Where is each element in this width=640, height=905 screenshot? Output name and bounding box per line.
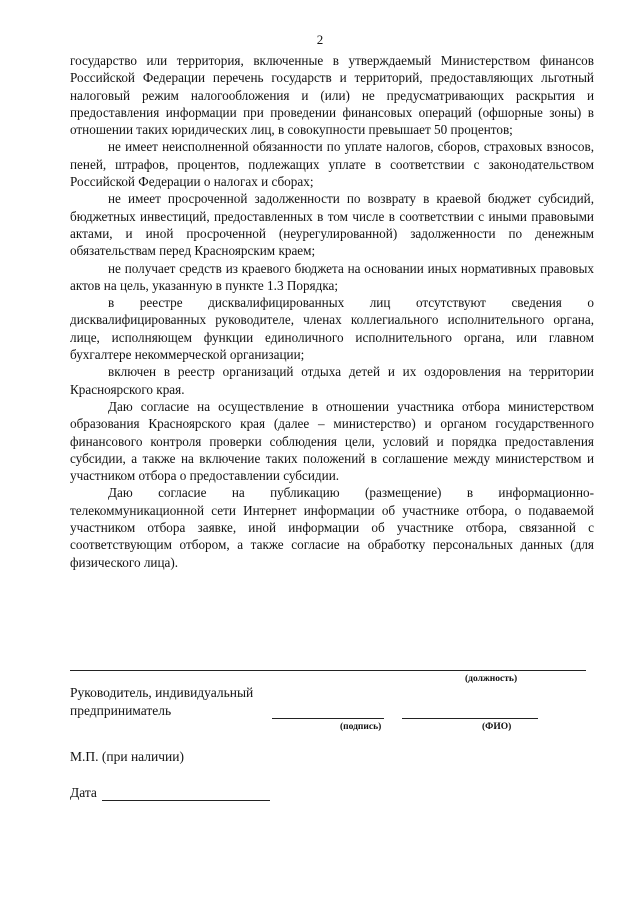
paragraph: не получает средств из краевого бюджета на основании иных нормативных правовых актов на цель, указанную в пункте 1.3 Порядка; [70,260,594,293]
paragraph: в реестре дисквалифицированных лиц отсутствуют сведения о дисквалифицированных руководителе, членах коллегиального исполнительного органа, лице, исполняющем функции единоличного исполнительного органа, или главном бухгалтере некоммерческой организации; [70,295,594,363]
position-caption: (должность) [465,674,518,684]
name-line [402,718,538,719]
signature-caption: (подпись) [340,722,382,732]
name-caption: (ФИО) [482,722,512,732]
paragraph: государство или территория, включенные в утверждаемый Министерством финансов Российской Федерации перечень государств и территорий, предоставляющих льготный налоговый режим налогообложения и (или) не предусматривающих раскрытия и предоставления информации при проведении финансовых операций (офшорные зоны) в отношении таких юридических лиц, в совокупности превышает 50 процентов; [70,53,594,138]
document-body [70,52,594,571]
head-label-line2: предприниматель [70,703,172,718]
stamp-label: М.П. (при наличии) [70,749,184,764]
paragraph: Даю согласие на осуществление в отношении участника отбора министерством образования Красноярского края (далее – министерство) и органом государственного финансового контроля проверки соблюдения цели, условий и порядка предоставления субсидии, а также на включение таких положений в соглашение между министерством и участником отбора о предоставлении субсидии. [70,398,594,484]
position-line [70,670,586,671]
paragraph: Даю согласие на публикацию (размещение) в информационно-телекоммуникационной сети Интернет информации об участнике отбора, о подаваемой участником отбора заявке, иной информации об участнике отбора, связанной с соответствующим отбором, а также согласие на обработку персональных данных (для физического лица). [70,485,594,570]
paragraph: не имеет неисполненной обязанности по уплате налогов, сборов, страховых взносов, пеней, штрафов, процентов, подлежащих уплате в соответствии с законодательством Российской Федерации о налогах и сборах; [70,139,594,190]
signature-line [272,718,384,719]
date-line [102,800,270,801]
date-label: Дата [70,785,97,800]
paragraph: включен в реестр организаций отдыха детей и их оздоровления на территории Красноярского края. [70,364,594,397]
page-number: 2 [316,32,324,47]
head-label-line1: Руководитель, индивидуальный [70,685,254,700]
paragraph: не имеет просроченной задолженности по возврату в краевой бюджет субсидий, бюджетных инвестиций, предоставленных в том числе в соответствии с иными правовыми актами, и иной просроченной (неурегулированной) задолженности по денежным обязательствам перед Красноярским краем; [70,191,594,259]
